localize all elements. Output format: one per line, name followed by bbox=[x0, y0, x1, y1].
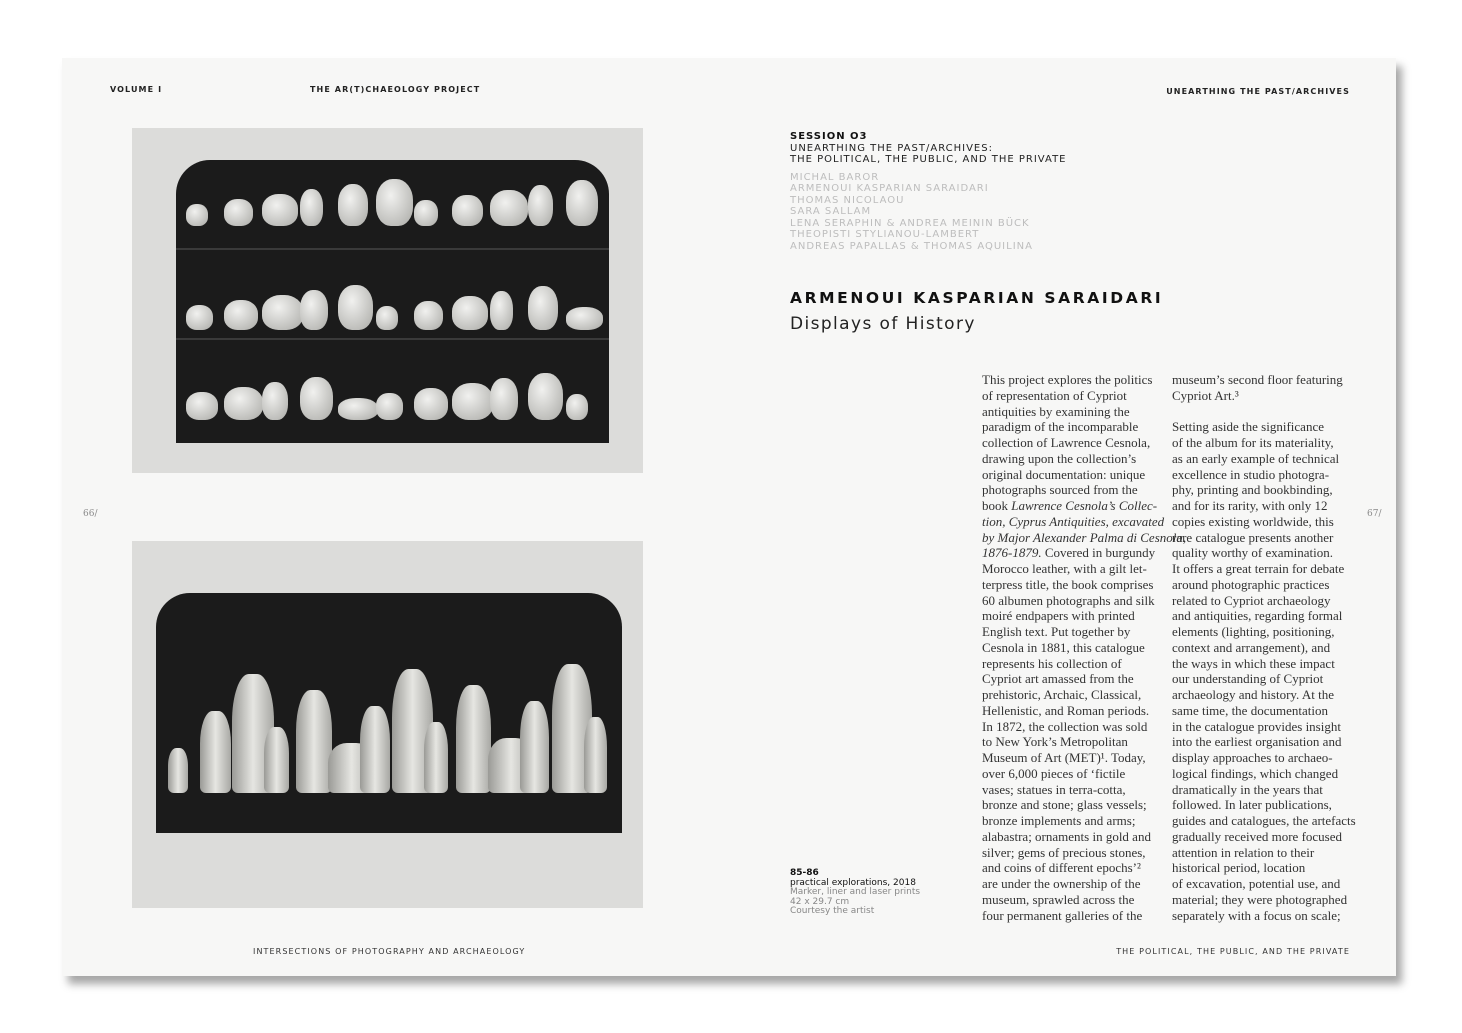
text-segment: antiquities by examining the bbox=[982, 403, 1130, 419]
text-line bbox=[982, 404, 1186, 420]
text-line bbox=[1172, 656, 1356, 672]
text-line bbox=[982, 624, 1186, 640]
text-line bbox=[982, 908, 1186, 924]
pottery-vessel bbox=[414, 388, 448, 420]
page-number-right: 67/ bbox=[1367, 509, 1382, 519]
text-segment: Cypriot Art.³ bbox=[1172, 387, 1239, 403]
text-segment: prehistoric, Archaic, Classical, bbox=[982, 687, 1142, 702]
velvet-backdrop bbox=[176, 160, 609, 443]
text-segment: attention in relation to their bbox=[1172, 844, 1315, 860]
pottery-vessel bbox=[300, 189, 323, 226]
text-line bbox=[982, 419, 1186, 435]
text-line bbox=[982, 514, 1186, 530]
text-line bbox=[1172, 719, 1356, 735]
text-line bbox=[1172, 766, 1356, 782]
text-line bbox=[1172, 419, 1356, 435]
text-segment: Morocco leather, with a gilt let- bbox=[982, 561, 1147, 576]
session-title-line: THE POLITICAL, THE PUBLIC, AND THE PRIVATE bbox=[790, 154, 1067, 165]
text-line bbox=[982, 593, 1186, 609]
caption-credit: Courtesy the artist bbox=[790, 906, 875, 917]
text-line bbox=[1172, 845, 1356, 861]
text-segment: Hellenistic, and Roman periods. bbox=[982, 702, 1150, 718]
text-segment: collection of Lawrence Cesnola, bbox=[982, 435, 1151, 450]
text-line bbox=[982, 797, 1186, 813]
text-segment: Cypriot art amassed from the bbox=[982, 671, 1134, 687]
text-segment: museum, sprawled across the bbox=[982, 891, 1135, 907]
text-line bbox=[1172, 545, 1356, 561]
text-line bbox=[982, 829, 1186, 845]
text-line bbox=[982, 813, 1186, 829]
text-line bbox=[982, 467, 1186, 483]
text-line bbox=[982, 782, 1186, 798]
footer-left: INTERSECTIONS OF PHOTOGRAPHY AND ARCHAEOLOGY bbox=[253, 947, 526, 956]
figurine bbox=[584, 717, 607, 793]
text-segment: historical period, location bbox=[1172, 860, 1306, 876]
text-segment: dramatically in the years that bbox=[1172, 781, 1323, 797]
text-segment: in the catalogue provides insight bbox=[1172, 718, 1341, 734]
figurine bbox=[168, 748, 188, 793]
text-line bbox=[1172, 530, 1356, 546]
text-line bbox=[982, 451, 1186, 467]
pottery-vessel bbox=[490, 190, 528, 226]
pottery-vessel bbox=[224, 300, 258, 330]
footer-right: THE POLITICAL, THE PUBLIC, AND THE PRIVATE bbox=[1116, 947, 1350, 956]
text-line bbox=[982, 561, 1186, 577]
text-segment: our understanding of Cypriot bbox=[1172, 671, 1324, 687]
pottery-vessel bbox=[452, 383, 493, 420]
session-participant: LENA SERAPHIN & ANDREA MEININ BÜCK bbox=[790, 217, 1030, 229]
text-line bbox=[982, 545, 1186, 561]
text-segment: book bbox=[982, 498, 1012, 513]
session-participant: MICHAL BAROR bbox=[790, 171, 880, 183]
session-participant: ARMENOUI KASPARIAN SARAIDARI bbox=[790, 183, 989, 194]
text-line bbox=[982, 388, 1186, 404]
text-line bbox=[1172, 467, 1356, 483]
text-segment: Museum of Art (MET)¹. Today, bbox=[982, 750, 1146, 765]
text-line bbox=[982, 608, 1186, 624]
text-line bbox=[1172, 482, 1356, 498]
pottery-vessel bbox=[338, 184, 368, 226]
caption-number: 85-86 bbox=[790, 868, 819, 878]
text-line bbox=[982, 482, 1186, 498]
text-line bbox=[982, 687, 1186, 703]
italic-text: tion, Cyprus Antiquities, excavated bbox=[982, 513, 1165, 529]
text-segment: original documentation: unique bbox=[982, 466, 1146, 482]
text-line bbox=[982, 577, 1186, 593]
pottery-vessel bbox=[224, 199, 253, 226]
photo-figurines-display bbox=[132, 541, 643, 908]
text-segment: represents his collection of bbox=[982, 655, 1122, 671]
pottery-vessel bbox=[490, 378, 518, 420]
text-segment: Setting aside the significance bbox=[1172, 419, 1324, 435]
text-line bbox=[982, 671, 1186, 687]
pottery-vessel bbox=[262, 295, 303, 330]
figurine bbox=[200, 711, 231, 793]
text-line bbox=[982, 860, 1186, 876]
pottery-vessel bbox=[414, 301, 443, 330]
text-segment: of excavation, potential use, and bbox=[1172, 876, 1341, 891]
text-line bbox=[1172, 608, 1356, 624]
pottery-vessel bbox=[376, 306, 398, 330]
text-line bbox=[982, 734, 1186, 750]
pottery-vessel bbox=[566, 180, 598, 226]
text-segment: the ways in which these impact bbox=[1172, 655, 1335, 671]
figurine bbox=[264, 727, 289, 793]
text-line bbox=[1172, 750, 1356, 766]
figurine bbox=[360, 706, 390, 793]
text-segment: same time, the documentation bbox=[1172, 702, 1328, 718]
text-segment: display approaches to archaeo- bbox=[1172, 750, 1333, 765]
text-line bbox=[1172, 404, 1356, 420]
article-author: ARMENOUI KASPARIAN SARAIDARI bbox=[790, 289, 1164, 307]
text-segment: bronze implements and arms; bbox=[982, 813, 1136, 828]
text-line bbox=[1172, 908, 1356, 924]
text-segment: four permanent galleries of the bbox=[982, 907, 1143, 923]
text-segment: terpress title, the book comprises bbox=[982, 576, 1154, 592]
velvet-backdrop bbox=[156, 593, 622, 833]
photo-pottery-display bbox=[132, 128, 643, 473]
text-segment: 60 albumen photographs and silk bbox=[982, 592, 1155, 608]
text-line bbox=[1172, 388, 1356, 404]
text-segment: excellence in studio photogra- bbox=[1172, 466, 1330, 482]
article-title: Displays of History bbox=[790, 314, 976, 334]
text-line bbox=[1172, 435, 1356, 451]
pottery-vessel bbox=[300, 290, 328, 330]
italic-text: 1876-1879. bbox=[982, 545, 1042, 561]
pottery-vessel bbox=[186, 392, 218, 420]
text-line bbox=[1172, 561, 1356, 577]
text-segment: and for its rarity, with only 12 bbox=[1172, 498, 1328, 513]
text-line bbox=[982, 719, 1186, 735]
pottery-vessel bbox=[338, 285, 373, 330]
text-segment: paradigm of the incomparable bbox=[982, 419, 1139, 435]
text-segment: quality worthy of examination. bbox=[1172, 545, 1334, 561]
body-text-column-2 bbox=[1172, 372, 1356, 923]
text-line bbox=[982, 498, 1186, 514]
session-label: SESSION O3 bbox=[790, 131, 868, 142]
pottery-vessel bbox=[186, 305, 213, 330]
running-head-section: UNEARTHING THE PAST/ARCHIVES bbox=[1166, 87, 1350, 96]
caption-title: practical explorations, 2018 bbox=[790, 877, 916, 888]
text-line bbox=[1172, 514, 1356, 530]
text-segment: separately with a focus on scale; bbox=[1172, 907, 1341, 923]
text-segment: followed. In later publications, bbox=[1172, 797, 1332, 813]
text-line bbox=[982, 876, 1186, 892]
text-line bbox=[1172, 860, 1356, 876]
session-participant: SARA SALLAM bbox=[790, 206, 872, 217]
text-line bbox=[1172, 782, 1356, 798]
text-line bbox=[1172, 640, 1356, 656]
text-segment: around photographic practices bbox=[1172, 576, 1330, 592]
text-line bbox=[982, 703, 1186, 719]
text-segment: material; they were photographed bbox=[1172, 891, 1348, 907]
text-segment: logical findings, which changed bbox=[1172, 765, 1339, 781]
text-segment: related to Cypriot archaeology bbox=[1172, 592, 1331, 608]
running-head-volume: VOLUME I bbox=[110, 85, 163, 94]
caption-size: 42 x 29.7 cm bbox=[790, 896, 850, 907]
text-segment: drawing upon the collection’s bbox=[982, 450, 1137, 466]
text-line bbox=[1172, 813, 1356, 829]
text-line bbox=[982, 750, 1186, 766]
pottery-vessel bbox=[452, 195, 483, 226]
text-segment: into the earliest organisation and bbox=[1172, 734, 1342, 750]
text-segment: to New York’s Metropolitan bbox=[982, 734, 1128, 750]
pottery-vessel bbox=[224, 387, 263, 420]
text-segment: rare catalogue presents another bbox=[1172, 529, 1334, 545]
text-line bbox=[982, 372, 1186, 388]
text-line bbox=[1172, 892, 1356, 908]
text-line bbox=[1172, 577, 1356, 593]
text-segment: copies existing worldwide, this bbox=[1172, 513, 1334, 529]
pottery-vessel bbox=[452, 296, 488, 330]
text-segment: alabastra; ornaments in gold and bbox=[982, 828, 1151, 844]
pottery-vessel bbox=[490, 291, 513, 330]
text-line bbox=[1172, 372, 1356, 388]
text-segment: English text. Put together by bbox=[982, 624, 1131, 639]
italic-text: by Major Alexander Palma di Cesnola, bbox=[982, 529, 1187, 545]
text-segment: This project explores the politics bbox=[982, 372, 1153, 387]
text-segment: archaeology and history. At the bbox=[1172, 687, 1334, 702]
session-participant: ANDREAS PAPALLAS & THOMAS AQUILINA bbox=[790, 240, 1033, 252]
pottery-vessel bbox=[262, 194, 298, 226]
pottery-vessel bbox=[566, 394, 588, 420]
pottery-vessel bbox=[528, 286, 558, 330]
pottery-vessel bbox=[300, 377, 333, 420]
text-segment: of representation of Cypriot bbox=[982, 387, 1127, 403]
text-segment: It offers a great terrain for debate bbox=[1172, 561, 1345, 576]
image-caption bbox=[790, 869, 920, 917]
text-line bbox=[1172, 451, 1356, 467]
text-segment: and antiquities, regarding formal bbox=[1172, 608, 1343, 624]
text-segment: of the album for its materiality, bbox=[1172, 435, 1334, 450]
text-segment: are under the ownership of the bbox=[982, 876, 1141, 891]
running-head-project: THE AR(T)CHAEOLOGY PROJECT bbox=[310, 85, 481, 94]
session-participant: THOMAS NICOLAOU bbox=[790, 194, 905, 206]
text-segment: Covered in burgundy bbox=[1041, 545, 1156, 561]
pottery-vessel bbox=[376, 179, 413, 226]
body-text-column-1 bbox=[982, 372, 1186, 923]
text-segment: silver; gems of precious stones, bbox=[982, 844, 1146, 860]
text-line bbox=[1172, 671, 1356, 687]
pottery-vessel bbox=[528, 373, 563, 420]
text-segment: vases; statues in terra-cotta, bbox=[982, 781, 1126, 797]
caption-medium: Marker, liner and laser prints bbox=[790, 887, 921, 898]
text-segment: elements (lighting, positioning, bbox=[1172, 624, 1335, 639]
text-line bbox=[1172, 734, 1356, 750]
text-line bbox=[1172, 703, 1356, 719]
text-segment: bronze and stone; glass vessels; bbox=[982, 797, 1147, 813]
session-block bbox=[790, 131, 1067, 252]
text-line bbox=[1172, 498, 1356, 514]
pottery-vessel bbox=[262, 382, 288, 420]
text-line bbox=[1172, 876, 1356, 892]
text-line bbox=[982, 640, 1186, 656]
text-segment: guides and catalogues, the artefacts bbox=[1172, 813, 1356, 828]
text-segment: as an early example of technical bbox=[1172, 450, 1340, 466]
text-line bbox=[982, 845, 1186, 861]
text-segment: photographs sourced from the bbox=[982, 482, 1138, 498]
text-line bbox=[982, 435, 1186, 451]
session-title-line: UNEARTHING THE PAST/ARCHIVES: bbox=[790, 142, 993, 154]
pottery-vessel bbox=[566, 307, 603, 330]
text-line bbox=[982, 766, 1186, 782]
figurine bbox=[456, 685, 491, 793]
text-line bbox=[1172, 624, 1356, 640]
text-segment: In 1872, the collection was sold bbox=[982, 718, 1148, 734]
pottery-vessel bbox=[376, 393, 403, 420]
text-line bbox=[1172, 829, 1356, 845]
figurine bbox=[520, 701, 549, 793]
text-segment: moiré endpapers with printed bbox=[982, 608, 1135, 624]
text-segment: over 6,000 pieces of ‘fictile bbox=[982, 765, 1126, 781]
text-line bbox=[982, 656, 1186, 672]
pottery-vessel bbox=[186, 204, 208, 226]
text-segment: and coins of different epochs’² bbox=[982, 860, 1141, 876]
italic-text: Lawrence Cesnola’s Collec- bbox=[1011, 498, 1158, 513]
text-segment: Cesnola in 1881, this catalogue bbox=[982, 639, 1145, 655]
text-segment: museum’s second floor featuring bbox=[1172, 372, 1343, 387]
text-segment: gradually received more focused bbox=[1172, 828, 1343, 844]
figurine bbox=[296, 690, 332, 793]
text-line bbox=[982, 892, 1186, 908]
pottery-vessel bbox=[338, 398, 378, 420]
text-segment: context and arrangement), and bbox=[1172, 639, 1331, 655]
text-line bbox=[982, 530, 1186, 546]
page-number-left: 66/ bbox=[83, 509, 98, 519]
figurine bbox=[424, 722, 448, 793]
session-participant: THEOPISTI STYLIANOU-LAMBERT bbox=[790, 229, 980, 240]
pottery-vessel bbox=[528, 185, 553, 226]
text-segment: phy, printing and bookbinding, bbox=[1172, 482, 1333, 498]
text-line bbox=[1172, 593, 1356, 609]
text-line bbox=[1172, 797, 1356, 813]
pottery-vessel bbox=[414, 200, 438, 226]
text-line bbox=[1172, 687, 1356, 703]
